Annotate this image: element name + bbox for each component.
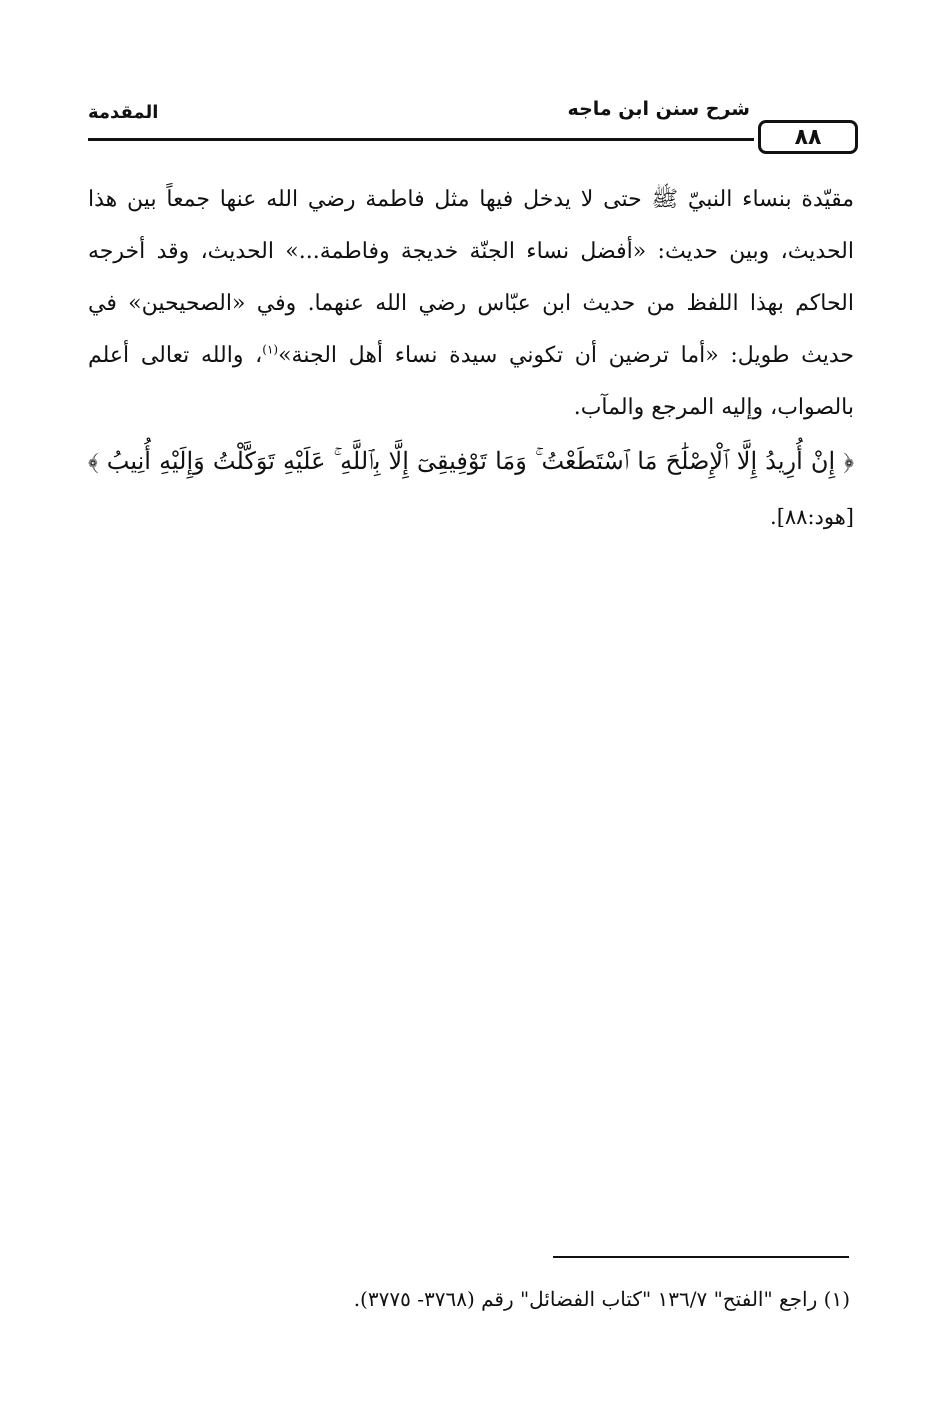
page-header bbox=[88, 98, 858, 158]
page-number: ٨٨ bbox=[758, 120, 858, 154]
paragraph-text: مقيّدة بنساء النبيّ ﷺ حتى لا يدخل فيها مثل فاطمة رضي الله عنها جمعاً بين هذا الحديث، وبين حديث: «أفضل نساء الجنّة خديجة وفاطمة...» الحديث، وقد أخرجه الحاكم بهذا اللفظ من حديث ابن عبّاس رضي الله عنهما. وفي «الصحيحين» في حديث طويل: «أما ترضين أن تكوني سيدة نساء أهل الجنة» bbox=[88, 187, 854, 368]
book-title: شرح سنن ابن ماجه bbox=[567, 98, 750, 120]
section-title: المقدمة bbox=[88, 102, 159, 123]
verse-text: ﴿ إِنْ أُرِيدُ إِلَّا ٱلْإِصْلَٰحَ مَا ٱسْتَطَعْتُ ۚ وَمَا تَوْفِيقِىٓ إِلَّا بِٱللَّهِ ۚ عَلَيْهِ تَوَكَّلْتُ وَإِلَيْهِ أُنِيبُ ﴾ bbox=[88, 447, 854, 475]
main-text bbox=[88, 174, 854, 544]
paragraph-text-end: ، والله تعالى أعلم بالصواب، وإليه المرجع والمآب. bbox=[88, 343, 854, 420]
quran-verse bbox=[88, 434, 854, 544]
footnote: (١) راجع "الفتح" ١٣٦/٧ "كتاب الفضائل" رقم (٣٧٦٨- ٣٧٧٥). bbox=[353, 1287, 850, 1311]
header-divider bbox=[88, 138, 754, 141]
footnote-marker: (١) bbox=[262, 342, 279, 357]
footnote-divider bbox=[553, 1256, 849, 1258]
verse-reference: [هود:٨٨]. bbox=[770, 505, 854, 529]
body-paragraph bbox=[88, 174, 854, 434]
